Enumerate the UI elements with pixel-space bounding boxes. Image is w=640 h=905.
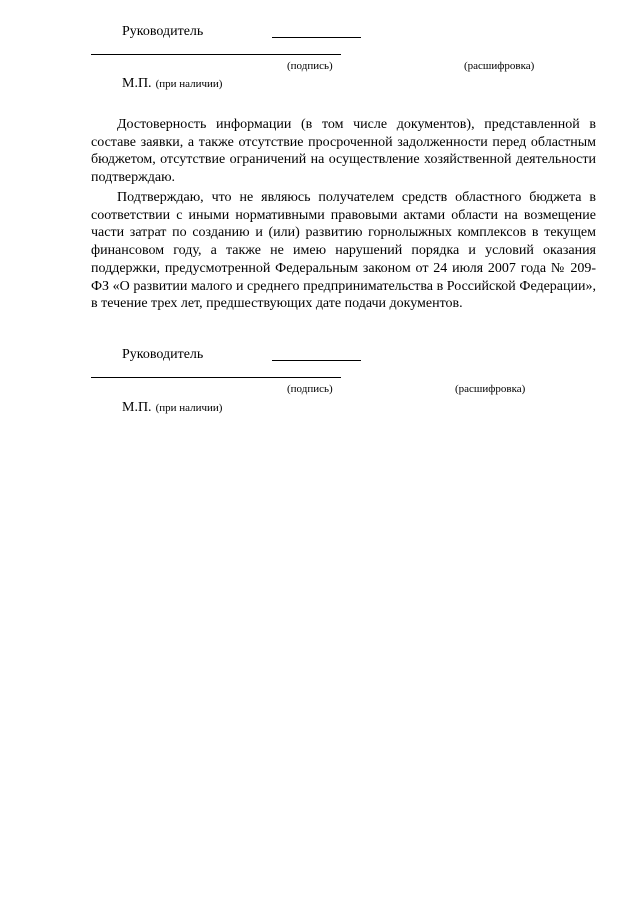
paragraph-reliability: Достоверность информации (в том числе документов), представленной в составе заявки, а также отсутствие просроченной задолженности перед областным бюджетом, отсутствие ограничений на осуществление хозяйственной деятельности подтверждаю. — [91, 117, 596, 186]
signature-blank-line — [272, 37, 361, 38]
decoding-caption: (расшифровка) — [464, 60, 535, 72]
decoding-caption: (расшифровка) — [455, 383, 526, 395]
paragraph-confirmation: Подтверждаю, что не являюсь получателем средств областного бюджета в соответствии с иными нормативными правовыми актами области на возмещение части затрат по созданию и (или) развитию горнолыжных комплексов в текущем финансовом году, а также не имею нарушений порядка и условий оказания поддержки, предусмотренной Федеральным законом от 24 июля 2007 года № 209-ФЗ «О развитии малого и среднего предпринимательства в Российской Федерации», в течение трех лет, предшествующих дате подачи документов. — [91, 190, 596, 312]
signature-caption: (подпись) — [287, 383, 333, 395]
seal-mark — [122, 74, 222, 93]
name-blank-line — [91, 377, 341, 378]
head-label: Руководитель — [122, 24, 204, 39]
head-label: Руководитель — [122, 347, 204, 362]
name-blank-line — [91, 54, 341, 55]
seal-main: М.П. — [122, 76, 152, 91]
signature-blank-line — [272, 360, 361, 361]
signature-caption: (подпись) — [287, 60, 333, 72]
seal-note: (при наличии) — [155, 402, 223, 414]
seal-note: (при наличии) — [155, 78, 223, 90]
seal-main: М.П. — [122, 400, 152, 415]
seal-mark — [122, 398, 222, 417]
